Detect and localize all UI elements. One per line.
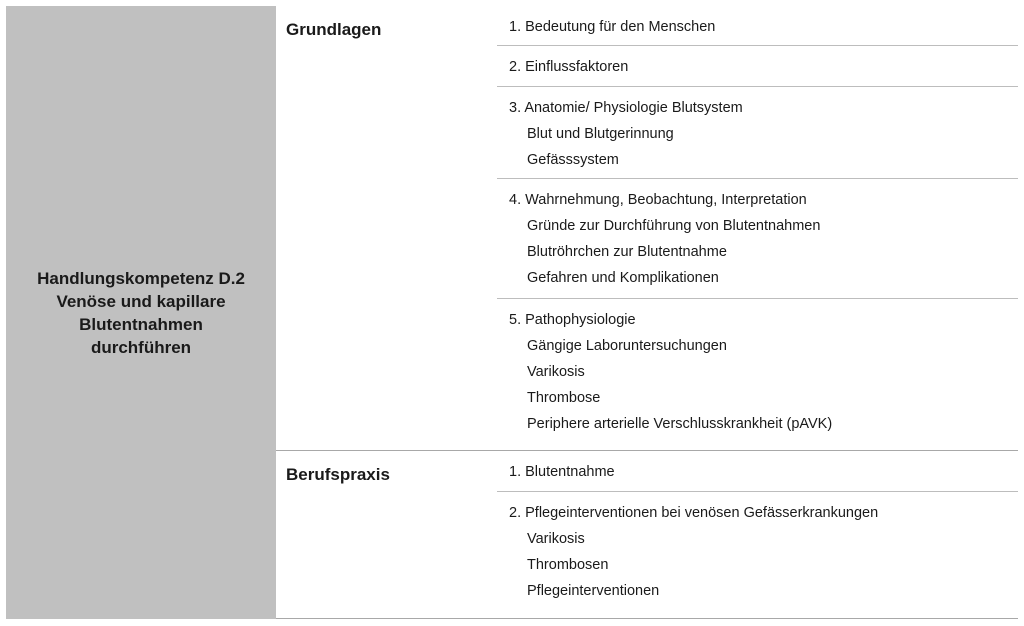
item-title: 1. Bedeutung für den Menschen [509,19,716,35]
list-item [497,179,1018,299]
list-item [497,299,1018,451]
sub-item: Gefässsystem [527,152,619,168]
list-item [497,451,1018,492]
competence-cell [6,6,276,619]
sub-item: Gründe zur Durchführung von Blutentnahmen [527,218,821,234]
list-item [497,6,1018,46]
sub-item: Blut und Blutgerinnung [527,126,674,142]
sub-item: Pflegeinterventionen [527,583,660,599]
section-berufspraxis [276,451,1018,619]
competence-title-line: Blutentnahmen [79,314,203,334]
competence-title-line: Handlungskompetenz D.2 [37,268,245,288]
item-title: 5. Pathophysiologie [509,312,636,328]
sub-item: Gefahren und Komplikationen [527,270,719,286]
sub-item: Varikosis [527,531,585,547]
item-title: 3. Anatomie/ Physiologie Blutsystem [509,100,743,116]
section-title: Grundlagen [286,20,382,39]
competence-table [6,6,1018,619]
sub-item: Varikosis [527,364,585,380]
list-item [497,46,1018,87]
item-title: 2. Einflussfaktoren [509,59,629,75]
sub-item: Thrombosen [527,557,609,573]
item-list [497,451,1018,618]
item-title: 2. Pflegeinterventionen bei venösen Gefässerkrankungen [509,505,879,521]
list-item [497,87,1018,179]
competence-title-line: durchführen [90,337,192,357]
sub-item: Thrombose [527,390,601,406]
competence-title-line: Venöse und kapillare [56,291,226,311]
competence-title [29,267,253,359]
item-list [497,6,1018,451]
list-item [497,492,1018,618]
sub-item: Blutröhrchen zur Blutentnahme [527,244,727,260]
sub-item: Periphere arterielle Verschlusskrankheit (pAVK) [527,416,833,432]
item-title: 1. Blutentnahme [509,464,615,480]
section-grundlagen [276,6,1018,451]
sub-item: Gängige Laboruntersuchungen [527,338,727,354]
item-title: 4. Wahrnehmung, Beobachtung, Interpretation [509,192,807,208]
section-title: Berufspraxis [286,465,390,484]
